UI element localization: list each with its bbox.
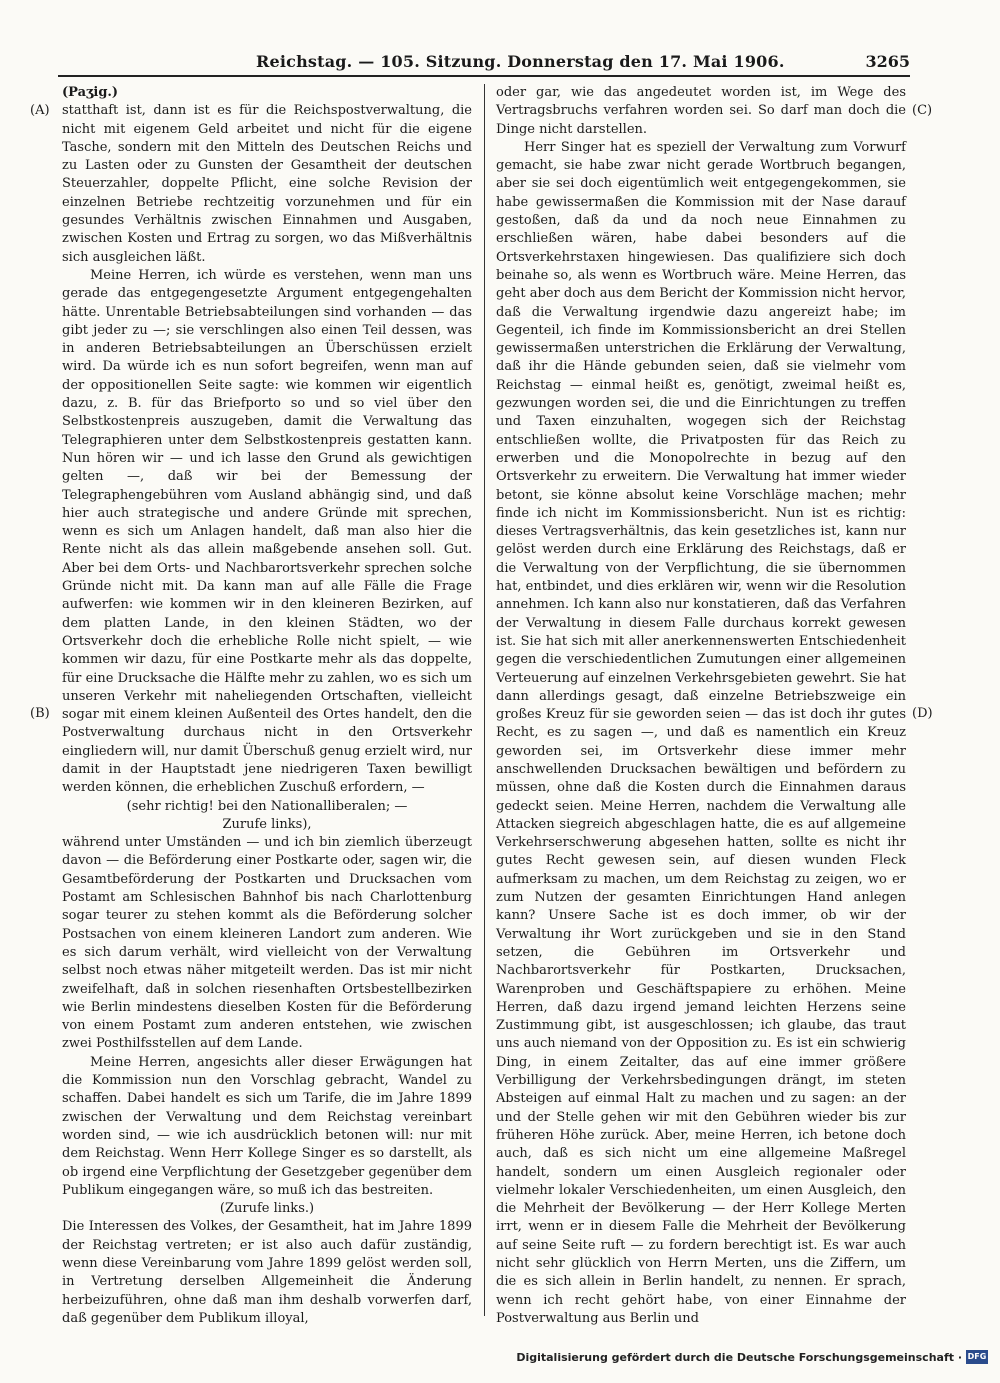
margin-marker-a: (A) — [30, 103, 50, 118]
paragraph: statthaft ist, dann ist es für die Reichspostverwaltung, die nicht mit eigenem Geld arbeitet und nicht für die eigene Tasche, sondern mit den Mitteln des Deutschen Reichs und zu Lasten oder zu Gunsten der Gesamtheit der deutschen Steuerzahler, doppelte Pflicht, eine solche Revision der einzelnen Betriebe rechtzeitig vorzunehmen und für ein gesundes Verhältnis zwischen Einnahmen und Ausgaben, zwischen Kosten und Ertrag zu sorgen, wo das Mißverhältnis sich ausgleichen läßt. — [62, 103, 472, 265]
paragraph: Die Interessen des Volkes, der Gesamtheit, hat im Jahre 1899 der Reichstag vertreten; er ist also auch dafür zuständig, wenn diese Vereinbarung vom Jahre 1899 gelöst werden soll, in Vertretung derselben Allgemeinheit die Änderung herbeizuführen, ohne daß man ihm deshalb vorwerfen darf, daß gegenüber dem Publikum illoyal, — [62, 1219, 472, 1326]
paragraph: Herr Singer hat es speziell der Verwaltung zum Vorwurf gemacht, sie habe zwar nicht gerade Wortbruch begangen, aber sie sei doch eigentümlich weit entgegengekommen, sie habe gewissermaßen die Kommission mit der Nase darauf gestoßen, daß da und da noch neue Einnahmen zu erschließen wären, habe dabei besonders auf die Ortsverkehrstaxen hingewiesen. Das qualifiziere sich doch beinahe so, als wenn es Wortbruch wäre. Meine Herren, das geht aber doch aus dem Bericht der Kommission nicht hervor, daß die Verwaltung irgendwie dazu angereizt habe; im Gegenteil, ich finde im Kommissionsbericht an drei Stellen gewissermaßen unterstrichen die Erklärung der Verwaltung, daß ihr die Hände gebunden seien, daß sie vielmehr vom Reichstag — einmal heißt es, genötigt, zweimal heißt es, gezwungen worden sei, die und die Einrichtungen zu treffen und Taxen einzuhalten, wogegen sich der Reichstag entschließen wollte, die Privatposten für das Reich zu erwerben und die Monopolrechte in bezug auf den Ortsverkehr zu erweitern. Die Verwaltung hat immer wieder betont, sie könne absolut keine Vorschläge machen; mehr finde ich nicht im Kommissionsbericht. Nun ist es richtig: dieses Vertragsverhältnis, das kein gesetzliches ist, kann nur gelöst werden durch eine Erklärung des Reichstags, daß er die Verwaltung von der Verpflichtung, die sie übernommen hat, entbindet, und dies erklären wir, wenn wir die Resolution annehmen. Ich kann also nur konstatieren, daß das Verfahren der Verwaltung in diesem Falle durchaus korrekt gewesen ist. Sie hat sich mit aller anerkennenswerten Entschiedenheit gegen die verschiedentlichen Zumutungen einer allgemeinen Verteuerung auf einzelnen Verkehrsgebieten gewehrt. Sie hat dann allerdings gesagt, daß einzelne Betriebszweige ein großes Kreuz für sie geworden seien — das ist doch ihr gutes Recht, es zu sagen —, und daß es namentlich ein Kreuz geworden sei, im Ortsverkehr diese immer mehr anschwellenden Drucksachen bewältigen und befördern zu müssen, ohne daß die Kosten durch die Einnahmen daraus gedeckt seien. Meine Herren, nachdem die Verwaltung alle Attacken siegreich abgeschlagen hatte, die es auf allgemeine Verkehrserschwerung abgesehen hatten, sollte es nicht ihr gutes Recht gewesen sein, auf diesen wunden Fleck aufmerksam zu machen, um dem Reichstag zu zeigen, wo er zum Nutzen der gesamten Einrichtungen Hand anlegen kann? Unsere Sache ist es doch immer, ob wir der Verwaltung ihr Wort zurückgeben und sie in den Stand setzen, die Gebühren im Ortsverkehr und Nachbarortsverkehr für Postkarten, Drucksachen, Warenproben und Geschäftspapiere zu erhöhen. Meine Herren, daß dazu irgend jemand leichten Herzens seine Zustimmung gibt, ist ausgeschlossen; ich glaube, das traut uns auch niemand von der Opposition zu. Es ist ein schwierig Ding, in einem Zeitalter, das auf eine immer größere Verbilligung der Verkehrsbedingungen drängt, im steten Absteigen auf einmal Halt zu machen und zu sagen: an der und der Stelle gehen wir mit den Gebühren wieder bis zur früheren Höhe zurück. Aber, meine Herren, ich betone doch auch, daß es sich nicht um eine allgemeine Maßregel handelt, sondern um einen Ausgleich regionaler oder vielmehr lokaler Verschiedenheiten, um einen Ausgleich, den die Mehrheit der Bevölkerung — der Herr Kollege Merten irrt, wenn er in diesem Falle die Mehrheit der Bevölkerung auf seine Seite ruft — zu fordern berechtigt ist. Es war auch nicht sehr glücklich von Herrn Merten, uns die Ziffern, um die es sich allein in Berlin handelt, zu nennen. Er sprach, wenn ich recht gehört habe, von einer Einnahme der Postverwaltung aus Berlin und — [496, 139, 906, 1326]
paragraph: oder gar, wie das angedeutet worden ist, im Wege des Vertragsbruchs verfahren worden sei. So darf man doch die Dinge nicht darstellen. — [496, 85, 906, 137]
margin-marker-d: (D) — [912, 706, 933, 721]
margin-marker-c: (C) — [912, 103, 933, 118]
interjection: (sehr richtig! bei den Nationalliberalen; — — [126, 798, 408, 814]
column-divider — [484, 84, 485, 1316]
speaker-name: (Paʒig.) — [62, 85, 119, 100]
paragraph: Meine Herren, ich würde es verstehen, wenn man uns gerade das entgegengesetzte Argument entgegengehalten hätte. Unrentable Betriebsabteilungen sind vorhanden — das gibt jeder zu —; sie verschlingen also einen Teil dessen, was in anderen Betriebsabteilungen an Überschüssen erzielt wird. Da würde ich es nun sofort begreifen, wenn man auf der oppositionellen Seite sagte: wie kommen wir eigentlich dazu, z. B. für das Briefporto so und so viel über den Selbstkostenpreis auszugeben, damit die Verwaltung das Telegraphieren unter dem Selbstkostenpreis gestatten kann. Nun hören wir — und ich lasse den Grund als gewichtigen gelten —, daß wir bei der Bemessung der Telegraphengebühren vom Ausland abhängig sind, und daß hier auch strategische und andere Gründe mit sprechen, wenn es sich um Anlagen handelt, daß man also hier die Rente nicht als das allein maßgebende ansehen soll. Gut. Aber bei dem Orts- und Nachbarortsverkehr sprechen solche Gründe nicht mit. Da kann man auf alle Fälle die Frage aufwerfen: wie kommen wir in den kleineren Bezirken, auf dem platten Lande, in den kleinen Städten, wo der Ortsverkehr doch die erhebliche Rolle nicht spielt, — wie kommen wir dazu, für eine Postkarte mehr als das doppelte, für eine Drucksache die Hälfte mehr zu zahlen, wo es sich um unseren Verkehr mit naheliegenden Ortschaften, vielleicht sogar mit einem kleinen Außenteil des Ortes handelt, den die Postverwaltung durchaus nicht in den Ortsverkehr eingliedern will, nur damit Überschuß genug erzielt wird, nur damit in der Hauptstadt jene niedrigeren Taxen bewilligt werden können, die erheblichen Zuschuß erfordern, — — [62, 267, 472, 796]
interjection: (Zurufe links.) — [219, 1201, 315, 1217]
page-header — [58, 48, 910, 78]
digitization-footer — [516, 1346, 988, 1368]
page-number: 3265 — [865, 52, 910, 71]
footer-text: Digitalisierung gefördert durch die Deutsche Forschungsgemeinschaft · — [516, 1350, 962, 1364]
running-title: Reichstag. — 105. Sitzung. Donnerstag den 17. Mai 1906. — [256, 52, 785, 71]
interjection: Zurufe links), — [222, 816, 312, 832]
header-rule — [58, 75, 910, 77]
paragraph: Meine Herren, angesichts aller dieser Erwägungen hat die Kommission nun den Vorschlag gebracht, Wandel zu schaffen. Dabei handelt es sich um Tarife, die im Jahre 1899 zwischen der Verwaltung und dem Reichstag vereinbart worden sind, — wie ich ausdrücklich betonen will: nur mit dem Reichstag. Wenn Herr Kollege Singer es so darstellt, als ob irgend eine Verpflichtung der Gesetzgeber gegenüber dem Publikum eingegangen wäre, so muß ich das bestreiten. — [62, 1054, 472, 1198]
paragraph: während unter Umständen — und ich bin ziemlich überzeugt davon — die Beförderung einer Postkarte oder, sagen wir, die Gesamtbeförderung der Postkarten und Drucksachen vom Postamt am Schlesischen Bahnhof bis nach Charlottenburg sogar teurer zu stehen kommt als die Beförderung solcher Postsachen von einem kleineren Landort zum anderen. Wie es sich darum verhält, wird vielleicht von der Verwaltung selbst noch etwas näher mitgeteilt werden. Das ist mir nicht zweifelhaft, daß in solchen riesenhaften Ortsbestellbezirken wie Berlin mindestens dieselben Kosten für die Beförderung von einem Postamt zum anderen entstehen, wie zwischen zwei Posthilfsstellen auf dem Lande. — [62, 835, 472, 1052]
right-column — [496, 84, 906, 1326]
margin-marker-b: (B) — [30, 706, 50, 721]
left-column — [62, 84, 472, 1326]
dfg-logo-icon: DFG — [966, 1350, 988, 1364]
